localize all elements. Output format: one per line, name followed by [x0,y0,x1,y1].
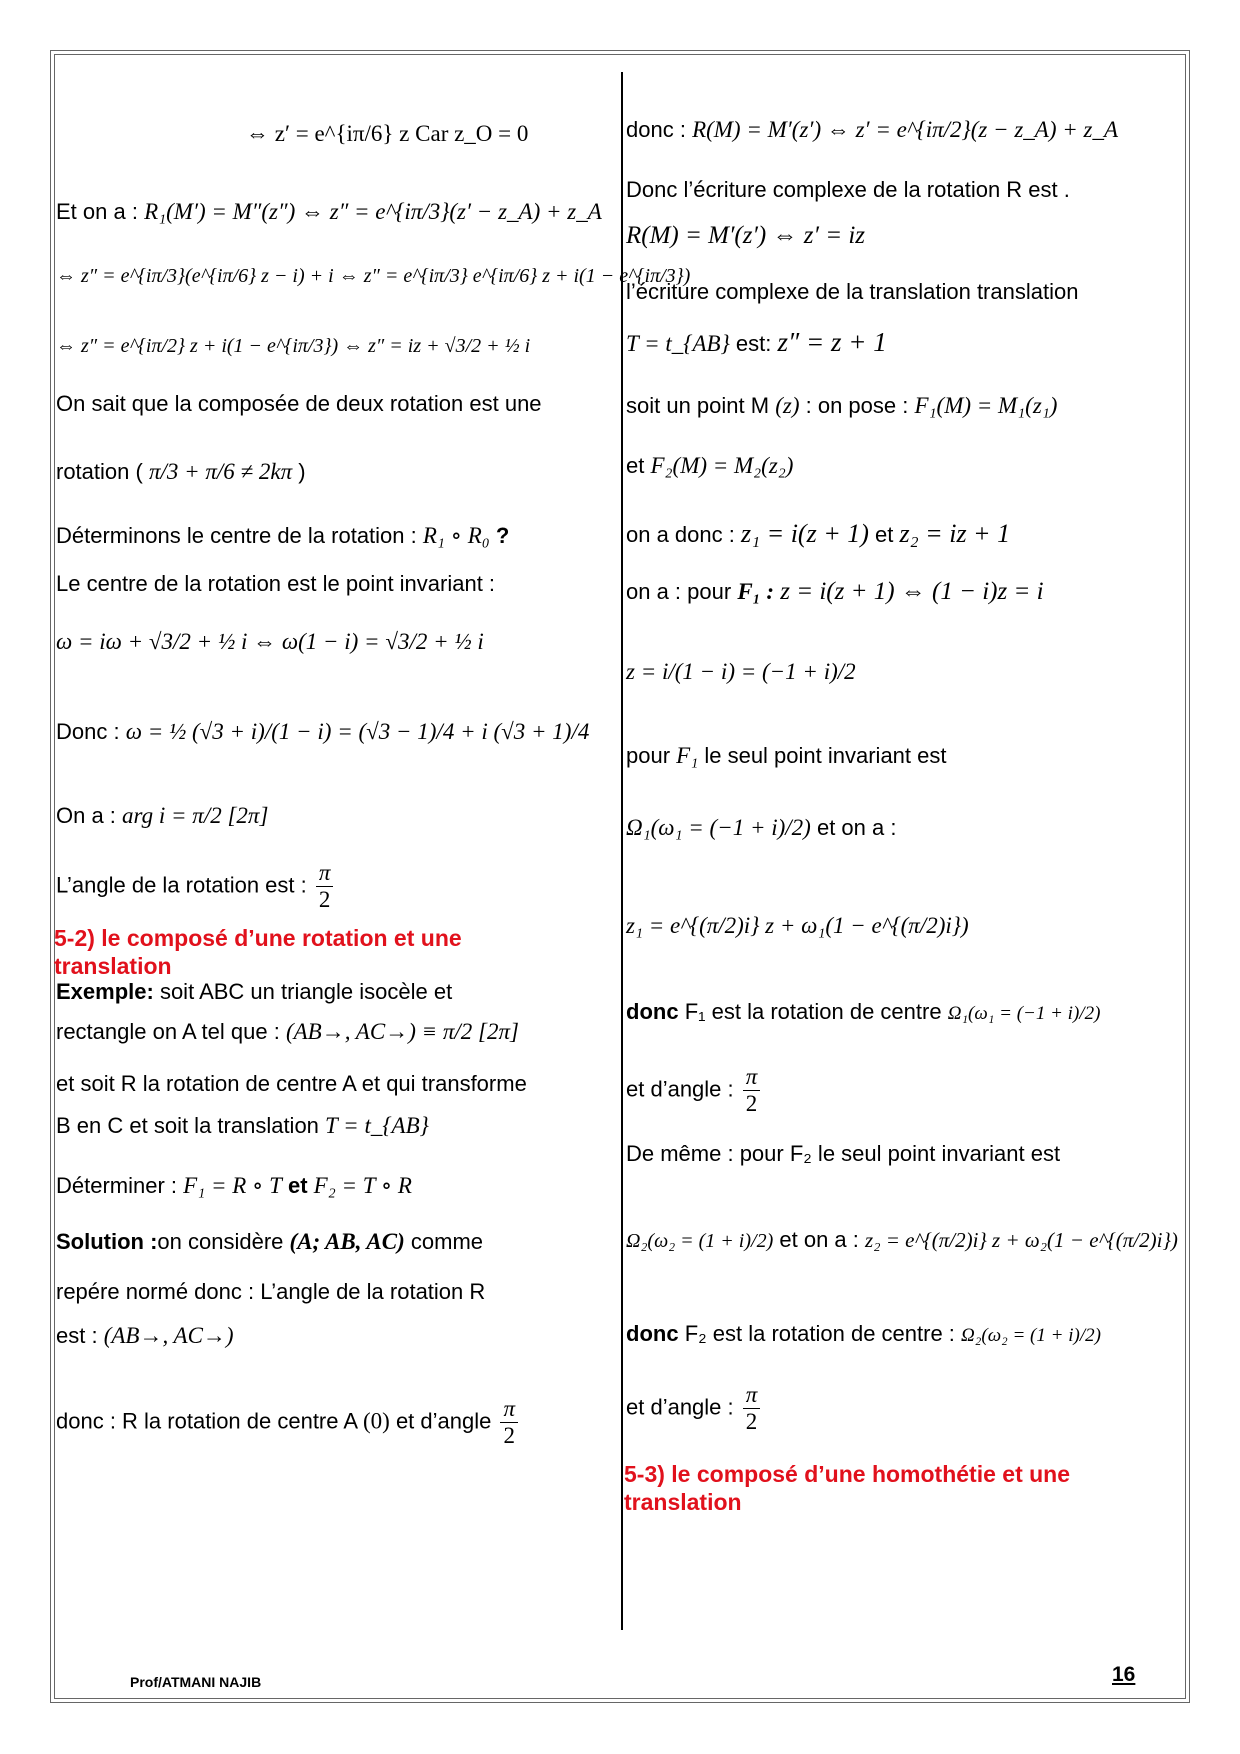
text-line: De même : pour F₂ le seul point invariant est [626,1141,1061,1166]
equation-line: z = i/(1 − i) = (−1 + i)/2 [626,659,856,684]
column-divider [621,72,623,1630]
text-line: Déterminons le centre de la rotation : R₁ ∘ R₀ ? [56,523,510,548]
text-line: L’angle de la rotation est : $\frac{\pi}{2}$ [56,860,336,913]
text-line: on a donc : z₁ = i(z + 1) et z₂ = iz + 1 [626,519,1011,548]
equation-line: z₁ = e^{(π/2)i} z + ω₁(1 − e^{(π/2)i}) [626,913,969,938]
fraction: $\frac{\pi}{2}$ [743,1382,761,1435]
text-line: Ω₁(ω₁ = (−1 + i)/2) et on a : [626,815,897,840]
text-line: soit un point M (z) : on pose : F₁(M) = M₁(z₁) [626,393,1058,418]
text-line: rectangle on A tel que : (AB→, AC→) ≡ π/2 [2π] [56,1019,519,1044]
section-heading-5-3: 5-3) le composé d’une homothétie et une translation [624,1461,1071,1515]
text-line: repére normé donc : L’angle de la rotation R [56,1279,486,1304]
fraction: $\frac{\pi}{2}$ [316,860,334,913]
text-line: Et on a : R₁(M′) = M″(z″) ⇔ z″ = e^{iπ/3}(z′ − z_A) + z_A [56,199,602,224]
equation-line: ⇔ z″ = e^{iπ/2} z + i(1 − e^{iπ/3}) ⇔ z″ = iz + √3/2 + ½ i [56,335,531,357]
fraction: $\frac{\pi}{2}$ [500,1396,518,1449]
text-line: donc F₁ est la rotation de centre Ω₁(ω₁ = (−1 + i)/2) [626,999,1101,1024]
text-line: Déterminer : F₁ = R ∘ T et F₂ = T ∘ R [56,1173,412,1198]
text-line: et F₂(M) = M₂(z₂) [626,453,794,478]
text-line: donc : R la rotation de centre A (0) et d’angle $\frac{\pi}{2}$ [56,1396,521,1449]
fraction: $\frac{\pi}{2}$ [743,1064,761,1117]
text-line: l’écriture complexe de la translation translation [626,279,1079,304]
text-line: et soit R la rotation de centre A et qui transforme [56,1071,527,1096]
text-line: Donc : ω = ½ (√3 + i)/(1 − i) = (√3 − 1)/4 + i (√3 + 1)/4 [56,719,590,744]
text-line: B en C et soit la translation T = t_{AB} [56,1113,429,1138]
page-number: 16 [1112,1663,1136,1686]
text-line: Exemple: soit ABC un triangle isocèle et [56,979,453,1004]
text-line: donc : R(M) = M′(z′) ⇔ z′ = e^{iπ/2}(z − z_A) + z_A [626,117,1119,142]
text-line: est : (AB→, AC→) [56,1323,234,1348]
equation-line: ω = iω + √3/2 + ½ i ⇔ ω(1 − i) = √3/2 + ½ i [56,629,484,654]
text-line: pour F₁ le seul point invariant est [626,743,947,768]
text-line: T = t_{AB} est: z″ = z + 1 [626,327,887,357]
text-line: et d’angle : $\frac{\pi}{2}$ [626,1064,763,1117]
text-line: Le centre de la rotation est le point invariant : [56,571,496,596]
equation-line: ⇔ z″ = e^{iπ/3}(e^{iπ/6} z − i) + i ⇔ z″ = e^{iπ/3} e^{iπ/6} z + i(1 − e^{iπ/3}) [56,265,691,287]
text-line: On a : arg i = π/2 [2π] [56,803,269,828]
text-line: et d’angle : $\frac{\pi}{2}$ [626,1382,763,1435]
text-line: rotation ( π/3 + π/6 ≠ 2kπ ) [56,459,306,484]
text-line: Donc l’écriture complexe de la rotation R est . [626,177,1070,202]
text-line: on a : pour F₁ : z = i(z + 1) ⇔ (1 − i)z = i [626,578,1044,605]
text-line: Ω₂(ω₂ = (1 + i)/2) et on a : z₂ = e^{(π/2)i} z + ω₂(1 − e^{(π/2)i}) [626,1227,1178,1252]
author-footer: Prof/ATMANI NAJIB [130,1674,262,1690]
text-line: On sait que la composée de deux rotation est une [56,391,542,416]
section-heading-5-2: 5-2) le composé d’une rotation et une translation [54,925,462,979]
text-line: Solution :on considère (A; AB, AC) comme [56,1229,484,1254]
equation-line: ⇔ z′ = e^{iπ/6} z Car z_O = 0 [246,121,529,146]
text-line: donc F₂ est la rotation de centre : Ω₂(ω₂ = (1 + i)/2) [626,1321,1101,1346]
equation-line: R(M) = M′(z′) ⇔ z′ = iz [626,222,866,249]
